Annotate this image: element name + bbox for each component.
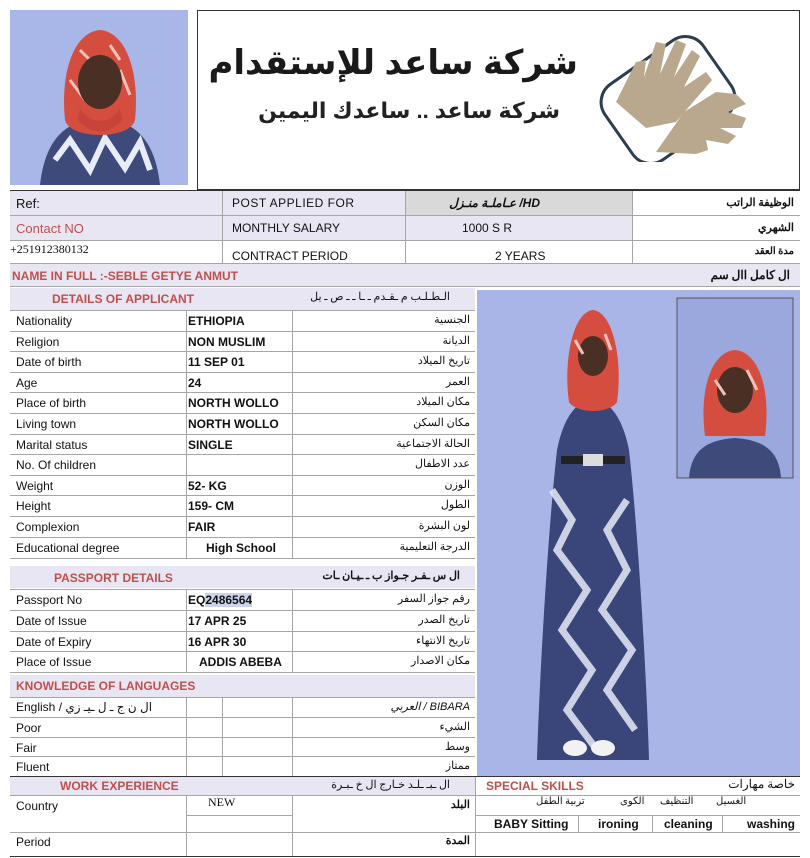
full-body-photo [477, 290, 800, 776]
ref-label: Ref: [16, 196, 40, 211]
applicant-field-label-ar: الطول [440, 499, 470, 511]
applicant-field-value: 24 [188, 376, 202, 390]
passport-field-label: Date of Issue [16, 614, 87, 628]
applicant-field-label: Height [16, 499, 51, 513]
passport-number [188, 594, 252, 606]
portrait-icon [10, 10, 188, 185]
applicant-field-value: SINGLE [188, 438, 233, 452]
applicant-field-label: Living town [16, 417, 77, 431]
contract-value: 2 YEARS [495, 249, 546, 263]
language-level-label: Poor [16, 721, 42, 735]
passport-field-value: 16 APR 30 [188, 635, 247, 649]
applicant-field-label: Complexion [16, 520, 80, 534]
language-level-label-ar: ممتاز [445, 760, 470, 772]
languages-section-title: KNOWLEDGE OF LANGUAGES [16, 679, 196, 693]
post-applied-label: POST APPLIED FOR [232, 196, 355, 210]
applicant-field-value: NORTH WOLLO [188, 417, 279, 431]
post-applied-value: HD/ عـاملـة منـزل [449, 196, 540, 210]
phone-number: +251912380132 [10, 242, 89, 256]
applicant-field-value: 159- CM [188, 499, 235, 513]
skill-ironing: ironing [598, 817, 639, 831]
applicant-field-label-ar: عدد الاطفال [415, 458, 470, 470]
language-level-label: Fluent [16, 760, 50, 774]
header-passport-photo [10, 10, 188, 185]
period-label: Period [16, 835, 51, 849]
applicant-field-label-ar: مكان الميلاد [416, 396, 470, 408]
applicant-field-label: Age [16, 376, 38, 390]
contract-label-ar: مدة العقد [754, 246, 794, 257]
passport-field-label: Date of Expiry [16, 635, 92, 649]
skill-ar-2: الكوى [620, 796, 645, 807]
passport-number-highlight: 2486564 [205, 593, 253, 607]
skills-section-title: SPECIAL SKILLS [486, 779, 584, 793]
arabic-label: BIBARA / العربي [390, 701, 470, 713]
contract-label: CONTRACT PERIOD [232, 249, 348, 263]
applicant-field-value: 11 SEP 01 [188, 355, 245, 369]
full-name-label-ar: ال كامل اال سم [710, 268, 790, 282]
applicant-field-label-ar: العمر [445, 376, 470, 388]
country-value: NEW [208, 795, 236, 809]
skills-section-title-ar: خاصة مهارات [728, 777, 795, 791]
skill-washing: washing [747, 817, 796, 831]
applicant-field-label: No. Of children [16, 458, 97, 472]
applicant-field-label: Nationality [16, 314, 73, 328]
work-section-title: WORK EXPERIENCE [60, 779, 179, 793]
company-logo [596, 32, 760, 162]
skill-ar-1: تربية الطفل [536, 796, 585, 807]
applicant-field-label-ar: الحالة الاجتماعية [396, 438, 470, 450]
passport-field-label-ar: تاريخ الانتهاء [416, 635, 470, 647]
applicant-field-label-ar: تاريخ الميلاد [417, 355, 470, 367]
applicant-field-label-ar: الوزن [444, 479, 470, 491]
passport-photo [10, 10, 188, 185]
skill-ar-4: الغسيل [716, 796, 747, 807]
applicant-field-value: High School [206, 541, 276, 555]
company-slogan: شركة ساعد .. ساعدك اليمين [258, 98, 560, 123]
applicant-section-title-ar: الـطـلـب م ـقـدم ـ ـا ـ ـ ص ـ يل [310, 291, 450, 303]
salary-label-ar: الشهري [758, 222, 794, 234]
passport-section-title: PASSPORT DETAILS [54, 571, 173, 585]
language-level-label-ar: وسط [445, 741, 470, 753]
applicant-field-label-ar: لون البشرة [418, 520, 470, 532]
applicant-field-label: Date of birth [16, 355, 82, 369]
applicant-field-label-ar: الديانة [442, 335, 470, 347]
salary-label: MONTHLY SALARY [232, 221, 341, 235]
applicant-field-label: Religion [16, 335, 60, 349]
language-level-label: Fair [16, 741, 37, 755]
company-name: شركة ساعد للإستقدام [208, 44, 578, 82]
passport-field-value: ADDIS ABEBA [199, 655, 282, 669]
skill-ar-3: التنظيف [660, 796, 694, 807]
applicant-field-value: FAIR [188, 520, 216, 534]
applicant-field-label: Marital status [16, 438, 88, 452]
passport-field-label: Place of Issue [16, 655, 92, 669]
country-label: Country [16, 799, 59, 813]
passport-section-title-ar: ال س ـفـر جـواز ب ـ ـيـان ـات [322, 570, 460, 582]
applicant-field-value: ETHIOPIA [188, 314, 245, 328]
passport-number-prefix: EQ [188, 593, 206, 607]
work-section-title-ar: ال ـبـ ـلـد خـارج ال خ ـبـرة [331, 779, 450, 791]
applicant-section-title: DETAILS OF APPLICANT [52, 292, 194, 306]
hands-logo-icon [596, 32, 760, 162]
language-level-label-ar: الشيء [439, 721, 470, 733]
applicant-field-label-ar: الجنسية [434, 314, 470, 326]
applicant-field-value: NON MUSLIM [188, 335, 266, 349]
contact-label: Contact NO [16, 221, 84, 236]
applicant-field-label: Place of birth [16, 396, 87, 410]
passport-field-label: Passport No [16, 593, 83, 607]
full-name: NAME IN FULL :-SEBLE GETYE ANMUT [12, 269, 238, 283]
applicant-field-label: Educational degree [16, 541, 120, 555]
applicant-field-value: NORTH WOLLO [188, 396, 279, 410]
applicant-field-label: Weight [16, 479, 54, 493]
period-label-ar: المدة [445, 835, 470, 847]
applicant-field-label-ar: الدرجة التعليمية [399, 541, 470, 553]
skill-cleaning: cleaning [664, 817, 713, 831]
salary-value: 1000 S R [462, 221, 513, 235]
post-applied-label-ar: الوظيفة الراتب [726, 197, 794, 209]
skill-baby-sitting: BABY Sitting [494, 817, 569, 831]
passport-field-value: 17 APR 25 [188, 614, 247, 628]
applicant-field-label-ar: مكان السكن [413, 417, 470, 429]
full-body-portrait-icon [477, 290, 800, 776]
passport-field-label-ar: تاريخ الصدر [418, 614, 470, 626]
country-label-ar: البلد [450, 799, 470, 811]
english-label: English / ال ن ج ـ ل ـيـ زي [16, 700, 153, 714]
applicant-field-value: 52- KG [188, 479, 227, 493]
passport-field-label-ar: مكان الاصدار [411, 655, 470, 667]
passport-field-label-ar: رقم جواز السفر [397, 593, 470, 605]
